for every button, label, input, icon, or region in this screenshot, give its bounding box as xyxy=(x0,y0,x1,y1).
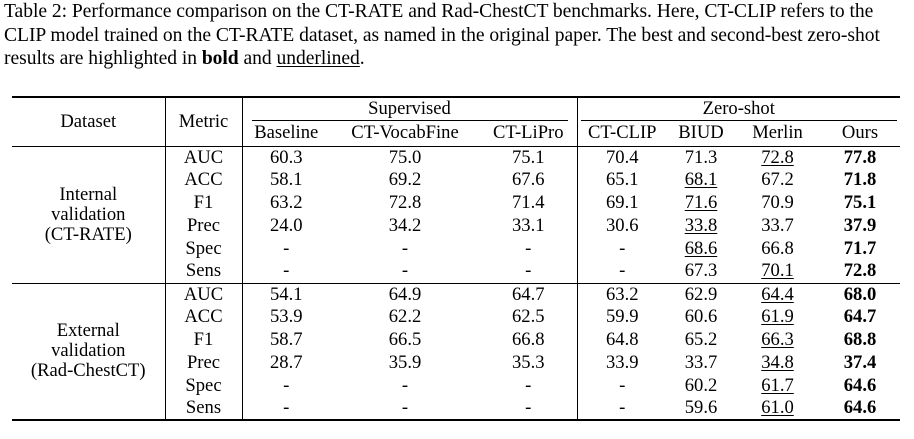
metric-cell: AUC xyxy=(165,283,242,306)
value-cell: 33.8 xyxy=(684,214,718,236)
value-cell: - xyxy=(525,260,532,282)
col-header-ct-vocabfine: CT-VocabFine xyxy=(351,122,459,144)
value-cell: 66.5 xyxy=(388,329,422,351)
value-cell: 70.4 xyxy=(577,146,667,169)
col-header-ours: Ours xyxy=(841,122,879,144)
col-header-merlin: Merlin xyxy=(752,122,803,144)
table-row xyxy=(12,146,900,169)
value-cell: 77.8 xyxy=(843,146,877,168)
value-cell: - xyxy=(577,260,667,283)
value-cell: 62.5 xyxy=(511,306,545,328)
value-cell: 71.8 xyxy=(843,169,877,191)
value-cell: 33.7 xyxy=(761,214,794,236)
value-cell: 65.2 xyxy=(684,329,718,351)
value-cell: 33.1 xyxy=(511,214,545,236)
zeroshot-group-header xyxy=(577,97,900,121)
value-cell: - xyxy=(525,397,532,419)
value-cell: 28.7 xyxy=(242,352,330,375)
metric-cell: Sens xyxy=(165,260,242,283)
value-cell: 53.9 xyxy=(242,306,330,329)
caption-text: Table 2: Performance comparison on the CT-RATE and Rad-ChestCT benchmarks. Here, CT-CLIP refers to the CLIP model trained on the CT-RATE dataset, as named in the original paper. The best and second-best zero-shot results are highlighted in xyxy=(4,1,880,69)
value-cell: - xyxy=(525,374,532,396)
value-cell: - xyxy=(242,260,330,283)
value-cell: 75.0 xyxy=(388,146,422,168)
table-body xyxy=(12,146,900,420)
value-cell: - xyxy=(242,397,330,420)
results-table xyxy=(12,96,900,421)
caption-bold-word: bold xyxy=(201,48,239,69)
value-cell: 62.2 xyxy=(388,306,422,328)
metric-cell: Prec xyxy=(165,352,242,375)
value-cell: 75.1 xyxy=(511,146,545,168)
value-cell: 34.2 xyxy=(388,214,422,236)
value-cell: - xyxy=(401,237,409,259)
table-row xyxy=(12,283,900,306)
value-cell: 63.2 xyxy=(242,192,330,215)
value-cell: - xyxy=(577,397,667,420)
metric-cell: Spec xyxy=(165,237,242,260)
value-cell: 72.8 xyxy=(843,260,877,282)
value-cell: 33.9 xyxy=(577,352,667,375)
value-cell: 33.7 xyxy=(684,352,718,374)
value-cell: 54.1 xyxy=(242,283,330,306)
value-cell: 24.0 xyxy=(242,215,330,238)
value-cell: 37.9 xyxy=(843,214,877,236)
dataset-label-line: External xyxy=(56,320,120,342)
value-cell: 71.7 xyxy=(843,237,877,259)
value-cell: - xyxy=(242,237,330,260)
value-cell: 67.2 xyxy=(761,169,794,191)
value-cell: 66.8 xyxy=(511,329,545,351)
value-cell: 75.1 xyxy=(843,192,877,214)
value-cell: 58.7 xyxy=(242,329,330,352)
value-cell: 71.3 xyxy=(684,146,718,168)
value-cell: 71.6 xyxy=(684,192,718,214)
metric-cell: ACC xyxy=(165,306,242,329)
value-cell: - xyxy=(401,374,409,396)
caption-period: . xyxy=(359,48,365,69)
value-cell: 34.8 xyxy=(761,352,794,374)
col-header-ct-clip: CT-CLIP xyxy=(577,121,667,146)
value-cell: - xyxy=(577,237,667,260)
value-cell: 61.7 xyxy=(761,374,794,396)
value-cell: 35.3 xyxy=(511,352,545,374)
value-cell: - xyxy=(525,237,532,259)
header-row-groups xyxy=(12,97,900,121)
supervised-group-header xyxy=(242,97,577,121)
table-caption xyxy=(4,0,912,71)
value-cell: - xyxy=(401,397,409,419)
value-cell: 59.9 xyxy=(577,306,667,329)
value-cell: 68.1 xyxy=(684,169,718,191)
metric-cell: Spec xyxy=(165,374,242,397)
metric-header: Metric xyxy=(165,97,242,146)
value-cell: 71.4 xyxy=(511,192,545,214)
dataset-cell xyxy=(12,146,165,283)
dataset-cell xyxy=(12,283,165,420)
value-cell: 37.4 xyxy=(843,352,877,374)
metric-cell: F1 xyxy=(165,329,242,352)
metric-cell: ACC xyxy=(165,169,242,192)
value-cell: 64.6 xyxy=(843,374,877,396)
dataset-header: Dataset xyxy=(60,110,117,132)
col-header-ct-lipro: CT-LiPro xyxy=(492,122,564,144)
value-cell: 70.9 xyxy=(761,192,794,214)
value-cell: 59.6 xyxy=(684,397,718,419)
dataset-label-line: Internal xyxy=(59,183,118,205)
value-cell: 68.0 xyxy=(843,283,877,305)
value-cell: 58.1 xyxy=(242,169,330,192)
value-cell: 30.6 xyxy=(577,215,667,238)
supervised-label: Supervised xyxy=(252,98,568,121)
metric-cell: F1 xyxy=(165,192,242,215)
value-cell: 60.2 xyxy=(684,374,718,396)
value-cell: 67.3 xyxy=(684,260,718,282)
dataset-label-line: validation xyxy=(51,340,126,362)
value-cell: 69.2 xyxy=(388,169,422,191)
value-cell: 60.6 xyxy=(684,306,718,328)
dataset-label-line: validation xyxy=(51,203,126,225)
value-cell: - xyxy=(242,374,330,397)
value-cell: 66.3 xyxy=(761,329,794,351)
value-cell: 60.3 xyxy=(242,146,330,169)
value-cell: 70.1 xyxy=(761,260,794,282)
value-cell: 35.9 xyxy=(388,352,422,374)
caption-text-and: and xyxy=(238,48,277,69)
value-cell: 64.6 xyxy=(843,397,877,419)
col-header-biud: BIUD xyxy=(678,122,724,144)
dataset-label-line: (CT-RATE) xyxy=(44,223,132,245)
metric-cell: AUC xyxy=(165,146,242,169)
value-cell: 72.8 xyxy=(388,192,422,214)
dataset-label-line: (Rad-ChestCT) xyxy=(30,360,146,382)
value-cell: 61.0 xyxy=(761,397,794,419)
zeroshot-label: Zero-shot xyxy=(581,98,897,121)
value-cell: 64.7 xyxy=(843,306,877,328)
value-cell: 64.4 xyxy=(761,283,794,305)
metric-cell: Prec xyxy=(165,215,242,238)
value-cell: 65.1 xyxy=(577,169,667,192)
metric-cell: Sens xyxy=(165,397,242,420)
value-cell: 68.8 xyxy=(843,329,877,351)
value-cell: 64.8 xyxy=(577,329,667,352)
value-cell: - xyxy=(401,260,409,282)
value-cell: 69.1 xyxy=(577,192,667,215)
value-cell: 72.8 xyxy=(761,146,794,168)
value-cell: 64.9 xyxy=(388,283,422,305)
value-cell: 61.9 xyxy=(761,306,794,328)
value-cell: 67.6 xyxy=(511,169,545,191)
value-cell: - xyxy=(577,374,667,397)
value-cell: 64.7 xyxy=(511,283,545,305)
caption-underline-word: underlined xyxy=(276,48,360,69)
value-cell: 66.8 xyxy=(761,237,794,259)
col-header-baseline: Baseline xyxy=(242,121,330,146)
value-cell: 63.2 xyxy=(577,283,667,306)
value-cell: 62.9 xyxy=(684,283,718,305)
value-cell: 68.6 xyxy=(684,237,718,259)
